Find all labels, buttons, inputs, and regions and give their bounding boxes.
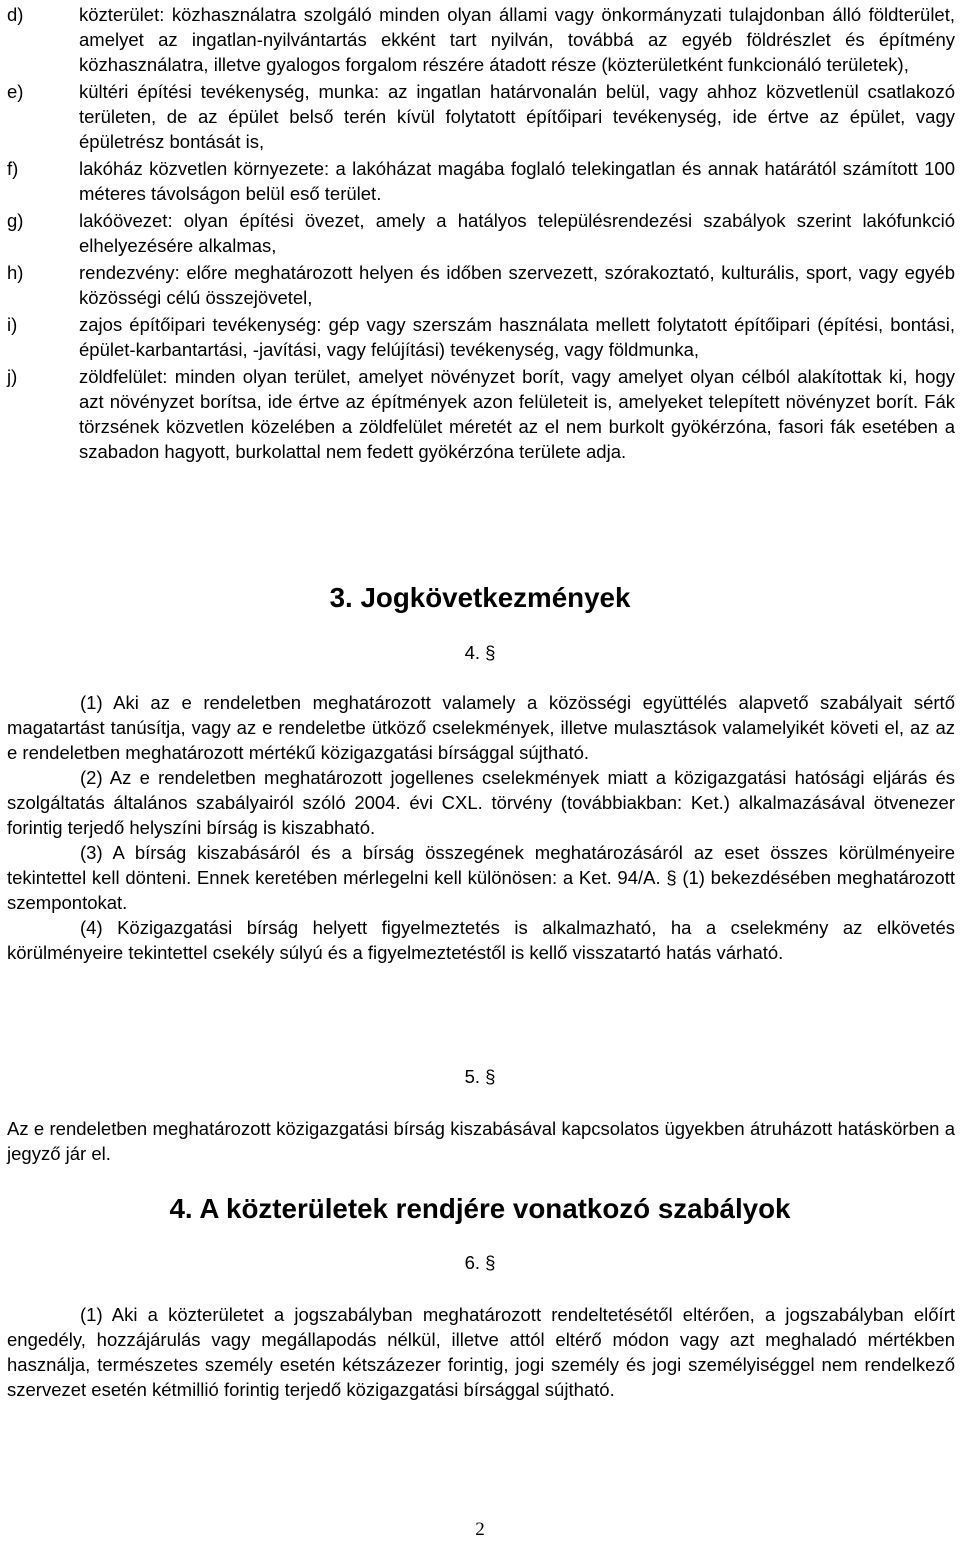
section-4-paragraph-3: (3) A bírság kiszabásáról és a bírság összegének meghatározásáról az eset összes körülményeire tekintettel kell dönteni. Ennek keretében mérlegelni kell különösen: a Ket. 94/A. § (1) bekezdésében meghatározott szempontokat. [7, 842, 955, 913]
definition-text: zajos építőipari tevékenység: gép vagy szerszám használata mellett folytatott építőipari (építési, bontási, épület-karbantartási, -javítási, vagy felújítási) tevékenység, vagy földmunka, [79, 314, 955, 360]
definition-text: zöldfelület: minden olyan terület, amelyet növényzet borít, vagy amelyet olyan célból alakítottak ki, hogy azt növényzet borítsa, ide értve az építmények azon felületeit is, amelyeket telepített növényzet borít. Fák törzsének közvetlen közelében a zöldfelület méretét az el nem burkolt gyökérzóna, fasori fák esetében a szabadon hagyott, burkolattal nem fedett gyökérzóna területe adja. [79, 366, 955, 462]
definition-item [7, 364, 955, 464]
section-4-paragraph-1: (1) Aki az e rendeletben meghatározott valamely a közösségi együttélés alapvető szabályait sértő magatartást tanúsítja, vagy az e rendeletbe ütköző cselekmények, illetve mulasztások valamelyikét követi el, az az e rendeletben meghatározott mértékű közigazgatási bírsággal sújtható. [7, 692, 955, 763]
definition-item [7, 312, 955, 362]
page-number: 2 [475, 1519, 485, 1540]
definition-item [7, 156, 955, 206]
definition-text: kültéri építési tevékenység, munka: az ingatlan határvonalán belül, vagy ahhoz közvetlenül csatlakozó területen, de az épület belső terén kívül folytatott építőipari tevékenység, ide értve az épület, vagy épületrész bontását is, [79, 81, 955, 152]
section-4-number: 4. § [464, 642, 496, 663]
chapter-3-title: 3. Jogkövetkezmények [329, 582, 631, 613]
definition-letter: h) [7, 262, 24, 283]
definition-letter: j) [7, 366, 18, 387]
section-4-paragraph-2: (2) Az e rendeletben meghatározott jogellenes cselekmények miatt a közigazgatási hatósági eljárás és szolgáltatás általános szabályairól szóló 2004. évi CXL. törvény (továbbiakban: Ket.) alkalmazásával ötvenezer forintig terjedő helyszíni bírság is kiszabható. [7, 767, 955, 838]
section-6-number: 6. § [464, 1252, 496, 1273]
definition-text: közterület: közhasználatra szolgáló minden olyan állami vagy önkormányzati tulajdonban álló földterület, amelyet az ingatlan-nyilvántartás ekként tart nyilván, továbbá az egyéb földrészlet és építmény közhasználatra, illetve gyalogos forgalom részére átadott része (közterületként funkcionáló területek), [79, 4, 955, 75]
section-5-body [7, 1116, 955, 1166]
definition-text: rendezvény: előre meghatározott helyen és időben szervezett, szórakoztató, kulturális, sport, vagy egyéb közösségi célú összejövetel, [79, 262, 955, 308]
definition-item [7, 208, 955, 258]
definition-item [7, 2, 955, 77]
section-4-body [7, 690, 955, 965]
definitions-list [7, 2, 955, 464]
section-4-paragraph-4: (4) Közigazgatási bírság helyett figyelmeztetés is alkalmazható, ha a cselekmény az elkövetés körülményeire tekintettel csekély súlyú és a figyelmeztetéstől is kellő visszatartó hatás várható. [7, 917, 955, 963]
chapter-4-title: 4. A közterületek rendjére vonatkozó szabályok [169, 1193, 791, 1224]
definition-letter: d) [7, 4, 24, 25]
definition-text: lakóház közvetlen környezete: a lakóházat magába foglaló telekingatlan és annak határától számított 100 méteres távolságon belül eső terület. [79, 158, 955, 204]
section-6-paragraph-1: (1) Aki a közterületet a jogszabályban meghatározott rendeltetésétől eltérően, a jogszabályban előírt engedély, hozzájárulás vagy megállapodás nélkül, illetve attól eltérő módon vagy azt meghaladó mértékben használja, természetes személy esetén kétszázezer forintig, jogi személy és jogi személyiséggel nem rendelkező szervezet esetén kétmillió forintig terjedő közigazgatási bírsággal sújtható. [7, 1304, 955, 1400]
section-5-paragraph: Az e rendeletben meghatározott közigazgatási bírság kiszabásával kapcsolatos ügyekben átruházott hatáskörben a jegyző jár el. [7, 1118, 955, 1164]
section-5-number: 5. § [464, 1066, 496, 1087]
definition-letter: g) [7, 210, 24, 231]
definition-text: lakóövezet: olyan építési övezet, amely a hatályos településrendezési szabályok szerint lakófunkció elhelyezésére alkalmas, [79, 210, 955, 256]
definition-letter: i) [7, 314, 18, 335]
section-6-body [7, 1302, 955, 1402]
definition-item [7, 260, 955, 310]
definition-letter: f) [7, 158, 19, 179]
definition-letter: e) [7, 81, 24, 102]
definition-item [7, 79, 955, 154]
